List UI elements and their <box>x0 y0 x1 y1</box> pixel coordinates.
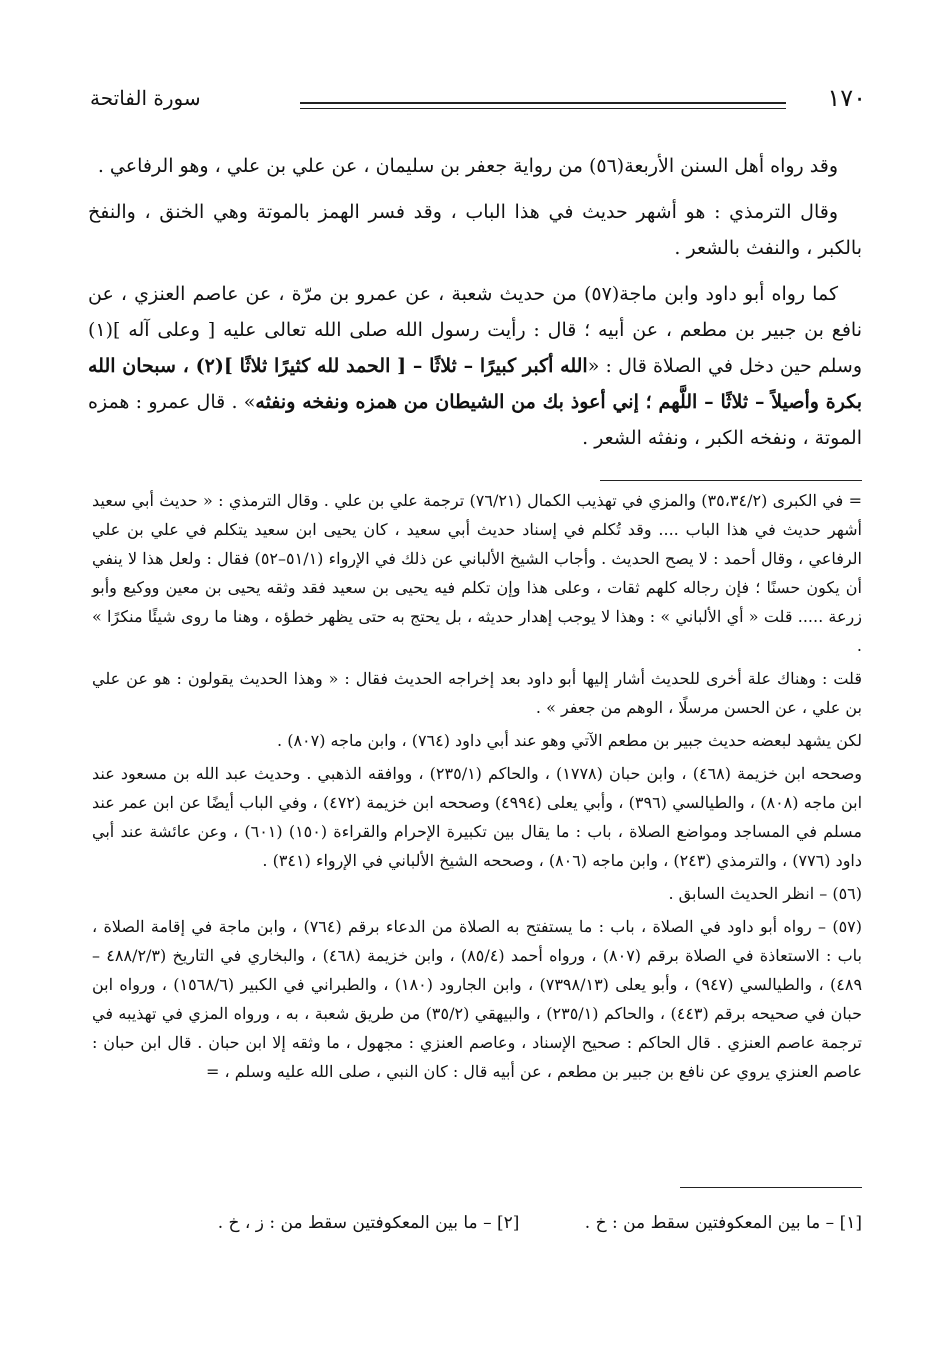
footnotes <box>92 486 862 1090</box>
main-text <box>88 148 862 466</box>
footnote-57: (٥٧) – رواه أبو داود في الصلاة ، باب : ما يستفتح به الصلاة من الدعاء برقم (٧٦٤) ، وابن ماجة في إقامة الصلاة ، باب : الاستعاذة في الصلاة برقم (٨٠٧) ، ورواه أحمد (٨٥/٤) ، وابن خزيمة (٤٦٨) ، والبخاري في التاريخ (٤٨٨/٢/٣ – ٤٨٩) ، والطيالسي (٩٤٧) ، وأبو يعلى (٧٣٩٨/١٣) ، وابن الجارود (١٨٠) ، والطبراني في الكبير (١٥٦٨/٦) ، ورواه ابن حبان في صحيحه برقم (٤٤٣) ، والحاكم (٢٣٥/١) ، والبيهقي (٣٥/٢) من طريق شعبة ، به ، ورواه المزي في تهذيبه في ترجمة عاصم العنزي . قال الحاكم : صحيح الإسناد ، وعاصم العنزي : مجهول ، ما وثقه إلا ابن حبان . قال ابن حبان : عاصم العنزي يروي عن نافع بن جبير بن مطعم ، عن أبيه قال : كان النبي ، صلى الله عليه وسلم ، = <box>92 917 863 1081</box>
footnote-56: (٥٦) – انظر الحديث السابق . <box>668 884 862 903</box>
header-rule-thin <box>300 108 786 109</box>
hadith-quote: الله أكبر كبيرًا – ثلاثًا – [ الحمد لله كثيرًا ثلاثًا ](٢) ، سبحان الله بكرة وأصيلاً – ثلاثًا – اللَّهم ؛ إني أعوذ بك من الشيطان من همزه ونفخه ونفثه <box>88 355 862 413</box>
header-rule <box>300 102 786 104</box>
surah-title: سورة الفاتحة <box>90 86 201 110</box>
page-number: ١٧٠ <box>827 84 866 112</box>
editor-note-2: [٢] – ما بين المعكوفتين سقط من : ز ، خ . <box>217 1213 520 1233</box>
paragraph-2: وقال الترمذي : هو أشهر حديث في هذا الباب ، وقد فسر الهمز بالموتة وهي الخنق ، والنفخ بالكبر ، والنفث بالشعر . <box>88 201 862 259</box>
footnote-divider <box>600 480 862 481</box>
editor-notes-divider <box>680 1187 862 1188</box>
editor-notes <box>92 1208 862 1238</box>
paragraph-1: وقد رواه أهل السنن الأربعة(٥٦) من رواية جعفر بن سليمان ، عن علي بن علي ، وهو الرفاعي . <box>97 155 838 177</box>
footnote-shahid: لكن يشهد لبعضه حديث جبير بن مطعم الآتي وهو عند أبي داود (٧٦٤) ، وابن ماجه (٨٠٧) . <box>277 731 862 750</box>
footnote-continuation: = في الكبرى (٣٥،٣٤/٢) والمزي في تهذيب الكمال (٧٦/٢١) ترجمة علي بن علي . وقال الترمذي : « حديث أبي سعيد أشهر حديث في هذا الباب .... وقد تُكلم في إسناد حديث أبي سعيد ، كان يحيى ابن سعيد يتكلم في علي بن علي الرفاعي ، وقال أحمد : لا يصح الحديث . وأجاب الشيخ الألباني عن ذلك في الإرواء (٥١/١–٥٢) فقال : ولعل هذا لا ينفي أن يكون حسنًا ؛ فإن رجاله كلهم ثقات ، وعلى هذا وإن تكلم فيه يحيى بن سعيد فقد وثقه يحيى بن معين ووكيع وأبو زرعة ..... قلت « أي الألباني » : وهذا لا يوجب إهدار حديثه ، بل يحتج به حتى يظهر خطؤه ، وهنا ما روى شيئًا منكرًا » . <box>92 491 863 655</box>
paragraph-3-outro: » . قال عمرو : همزه الموتة ، ونفخه الكبر ، ونفثه الشعر . <box>88 391 862 449</box>
paragraph-3-intro: كما رواه أبو داود وابن ماجة(٥٧) من حديث شعبة ، عن عمرو بن مرّة ، عن عاصم العنزي ، عن نافع بن جبير بن مطعم ، عن أبيه ؛ قال : رأيت رسول الله صلى الله تعالى عليه [ وعلى آله ](١) وسلم حين دخل في الصلاة قال : « <box>88 283 863 377</box>
footnote-sahhaha: وصححه ابن خزيمة (٤٦٨) ، وابن حبان (١٧٧٨) ، والحاكم (٢٣٥/١) ، ووافقه الذهبي . وحديث عبد الله بن مسعود عند ابن ماجه (٨٠٨) ، والطيالسي (٣٩٦) ، وأبي يعلى (٤٩٩٤) وصححه ابن خزيمة (٤٧٢) ، وفي الباب أيضًا عن ابن عمر عند مسلم في المساجد ومواضع الصلاة ، باب : ما يقال بين تكبيرة الإحرام والقراءة (١٥٠) (٦٠١) ، وعن عائشة عند أبي داود (٧٧٦) ، والترمذي (٢٤٣) ، وابن ماجه (٨٠٦) ، وصححه الشيخ الألباني في الإرواء (٣٤١) . <box>92 764 863 870</box>
editor-note-1: [١] – ما بين المعكوفتين سقط من : خ . <box>584 1213 862 1233</box>
page-header <box>90 84 866 124</box>
footnote-qult: قلت : وهناك علة أخرى للحديث أشار إليها أبو داود بعد إخراجه الحديث فقال : « وهذا الحديث يقولون : هو عن علي بن علي ، عن الحسن مرسلًا ، الوهم من جعفر » . <box>92 669 862 717</box>
paragraph-3 <box>88 276 862 456</box>
